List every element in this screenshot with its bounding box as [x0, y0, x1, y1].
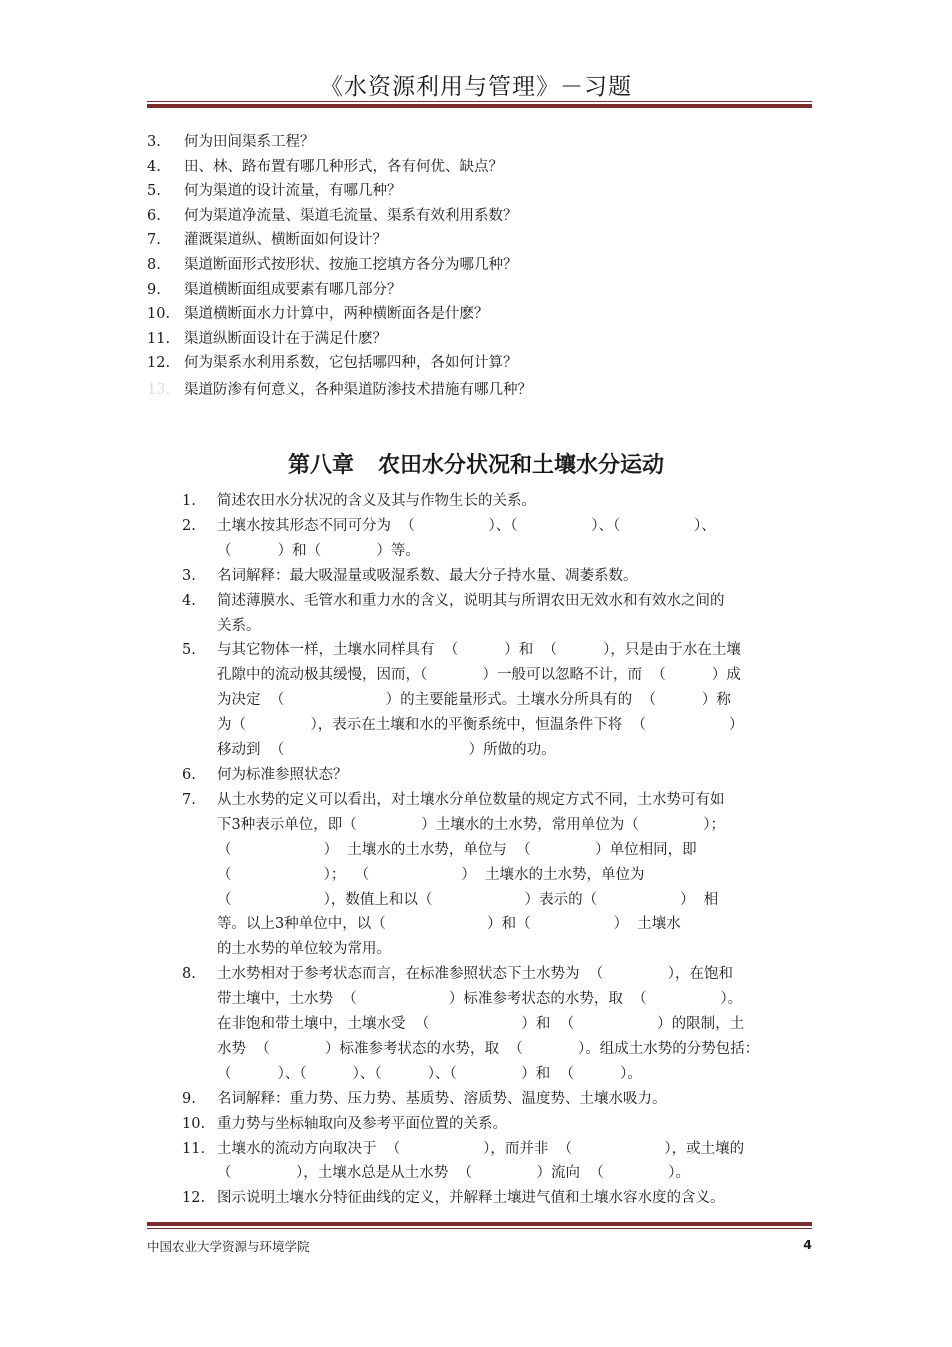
question-line: 为（ ），表示在土壤和水的平衡系统中，恒温条件下将 （ ） [217, 717, 744, 734]
footer-rule-thick [147, 1222, 812, 1226]
question-line: （ ）； （ ） 土壤水的土水势，单位为 [217, 866, 645, 883]
question-number: 7. [182, 791, 196, 808]
question-text: 何为渠系水利用系数，它包括哪四种，各如何计算？ [184, 355, 518, 372]
question-item [182, 589, 812, 639]
question-line: 水势 （ ）标准参考状态的水势，取 （ ）。组成土水势的分势包括： [217, 1040, 760, 1057]
question-line: 移动到 （ ）所做的功。 [217, 742, 556, 759]
question-number: 4. [182, 592, 196, 609]
question-number: 3. [182, 567, 196, 584]
question-line: 名词解释：最大吸湿量或吸湿系数、最大分子持水量、凋萎系数。 [217, 567, 638, 584]
header-rule-thick [147, 104, 812, 108]
question-line: 在非饱和带土壤中，土壤水受 （ ）和 （ ）的限制，土 [217, 1016, 745, 1033]
question-number: 7. [147, 232, 161, 249]
question-line: 与其它物体一样，土壤水同样具有 （ ）和 （ ），只是由于水在土壤 [217, 642, 741, 659]
question-item [147, 278, 812, 303]
question-text: 渠道纵断面设计在于满足什麽？ [184, 330, 387, 347]
question-body [217, 788, 812, 962]
question-number: 12. [182, 1190, 206, 1207]
question-number: 8. [147, 256, 161, 273]
question-line: （ ），数值上和以（ ）表示的（ ） 相 [217, 891, 719, 908]
question-line: 孔隙中的流动极其缓慢，因而，（ ）一般可以忽略不计，而 （ ）成 [217, 667, 741, 684]
question-line: 简述薄膜水、毛管水和重力水的含义，说明其与所谓农田无效水和有效水之间的 [217, 592, 725, 609]
chapter-heading [0, 448, 952, 479]
question-number: 5. [182, 642, 196, 659]
question-body [217, 763, 812, 788]
question-number: 3. [147, 134, 161, 150]
question-text: 田、林、路布置有哪几种形式，各有何优、缺点？ [184, 158, 503, 175]
question-line: 重力势与坐标轴取向及参考平面位置的关系。 [217, 1115, 507, 1132]
question-line: 简述农田水分状况的含义及其与作物生长的关系。 [217, 493, 536, 509]
previous-chapter-question-list [147, 130, 812, 403]
question-body [217, 638, 812, 763]
question-text: 何为渠道的设计流量，有哪几种？ [184, 183, 402, 200]
question-line: 土壤水按其形态不同可分为 （ ）、（ ）、（ ）、 [217, 517, 716, 534]
question-line: （ ） 土壤水的土水势，单位与 （ ）单位相同，即 [217, 841, 697, 858]
chapter-title: 农田水分状况和土壤水分运动 [378, 453, 665, 478]
chapter-question-list [182, 489, 812, 1211]
question-line: 关系。 [217, 617, 261, 634]
question-text: 渠道横断面组成要素有哪几部分？ [184, 281, 402, 298]
question-text: 渠道横断面水力计算中，两种横断面各是什麽？ [184, 306, 489, 323]
question-item [147, 228, 812, 253]
question-item [182, 1112, 812, 1137]
question-number: 5. [147, 183, 161, 200]
question-item [147, 130, 812, 155]
page-header-title: 《水资源利用与管理》－习题 [320, 74, 632, 100]
question-number: 13. [147, 381, 171, 398]
question-item [147, 351, 812, 376]
question-line: 带土壤中，土水势 （ ）标准参考状态的水势，取 （ ）。 [217, 991, 743, 1008]
question-body [217, 1186, 812, 1211]
question-line: 下3种表示单位，即（ ）土壤水的土水势，常用单位为（ ）； [217, 816, 726, 833]
question-line: （ ），土壤水总是从土水势 （ ）流向 （ ）。 [217, 1165, 691, 1182]
question-body [217, 589, 812, 639]
question-number: 9. [147, 281, 161, 298]
question-text: 渠道断面形式按形状、按施工挖填方各分为哪几种？ [184, 256, 518, 273]
question-line: 从土水势的定义可以看出，对土壤水分单位数量的规定方式不同，土水势可有如 [217, 791, 725, 808]
question-item [147, 253, 812, 278]
question-number: 6. [182, 766, 196, 783]
chapter-label: 第八章 [287, 453, 354, 478]
question-line: 为决定 （ ）的主要能量形式。土壤水分所具有的 （ ）称 [217, 692, 731, 709]
question-body [217, 514, 812, 564]
question-item [182, 1137, 812, 1187]
question-line: （ ）、（ ）、（ ）、（ ）和 （ ）。 [217, 1065, 642, 1082]
question-line: 土壤水的流动方向取决于 （ ），而并非 （ ），或土壤的 [217, 1140, 745, 1157]
question-item [182, 489, 812, 514]
page-number: 4 [803, 1237, 812, 1252]
question-body [217, 1112, 812, 1137]
question-number: 4. [147, 158, 161, 175]
question-number: 12. [147, 355, 171, 372]
question-item [147, 179, 812, 204]
question-number: 11. [182, 1140, 206, 1157]
question-number: 1. [182, 493, 196, 509]
header-rule-thin [147, 101, 812, 102]
question-item [182, 564, 812, 589]
question-item [182, 763, 812, 788]
footer-rule-thin [147, 1228, 812, 1229]
question-line: 土水势相对于参考状态而言，在标准参照状态下土水势为 （ ），在饱和 [217, 966, 733, 983]
question-number: 10. [147, 306, 171, 323]
question-line: （ ）和（ ）等。 [217, 542, 420, 559]
question-line: 的土水势的单位较为常用。 [217, 941, 391, 958]
question-body [217, 962, 812, 1087]
question-body [217, 489, 812, 514]
question-number: 11. [147, 330, 171, 347]
question-number: 6. [147, 207, 161, 224]
question-text: 灌溉渠道纵、横断面如何设计？ [184, 232, 387, 249]
question-item [147, 302, 812, 327]
question-number: 10. [182, 1115, 206, 1132]
question-item [182, 788, 812, 962]
question-item [147, 327, 812, 352]
question-number: 9. [182, 1090, 196, 1107]
question-item [182, 1186, 812, 1211]
question-line: 图示说明土壤水分特征曲线的定义，并解释土壤进气值和土壤水容水度的含义。 [217, 1190, 725, 1207]
question-body [217, 1087, 812, 1112]
question-number: 8. [182, 966, 196, 983]
question-text: 何为渠道净流量、渠道毛流量、渠系有效利用系数？ [184, 207, 518, 224]
question-line: 名词解释：重力势、压力势、基质势、溶质势、温度势、土壤水吸力。 [217, 1090, 667, 1107]
question-number: 2. [182, 517, 196, 534]
question-item [182, 962, 812, 1087]
question-item [147, 204, 812, 229]
question-item [182, 514, 812, 564]
question-text: 何为田间渠系工程？ [184, 134, 315, 150]
question-item [182, 638, 812, 763]
question-item [182, 1087, 812, 1112]
question-line: 何为标准参照状态？ [217, 766, 348, 783]
footer-institution: 中国农业大学资源与环境学院 [147, 1239, 310, 1254]
question-line: 等。以上3种单位中，以（ ）和（ ） 土壤水 [217, 916, 681, 933]
question-body [217, 564, 812, 589]
question-item [147, 378, 812, 403]
question-item [147, 155, 812, 180]
question-text: 渠道防渗有何意义，各种渠道防渗技术措施有哪几种？ [184, 381, 532, 398]
question-body [217, 1137, 812, 1187]
